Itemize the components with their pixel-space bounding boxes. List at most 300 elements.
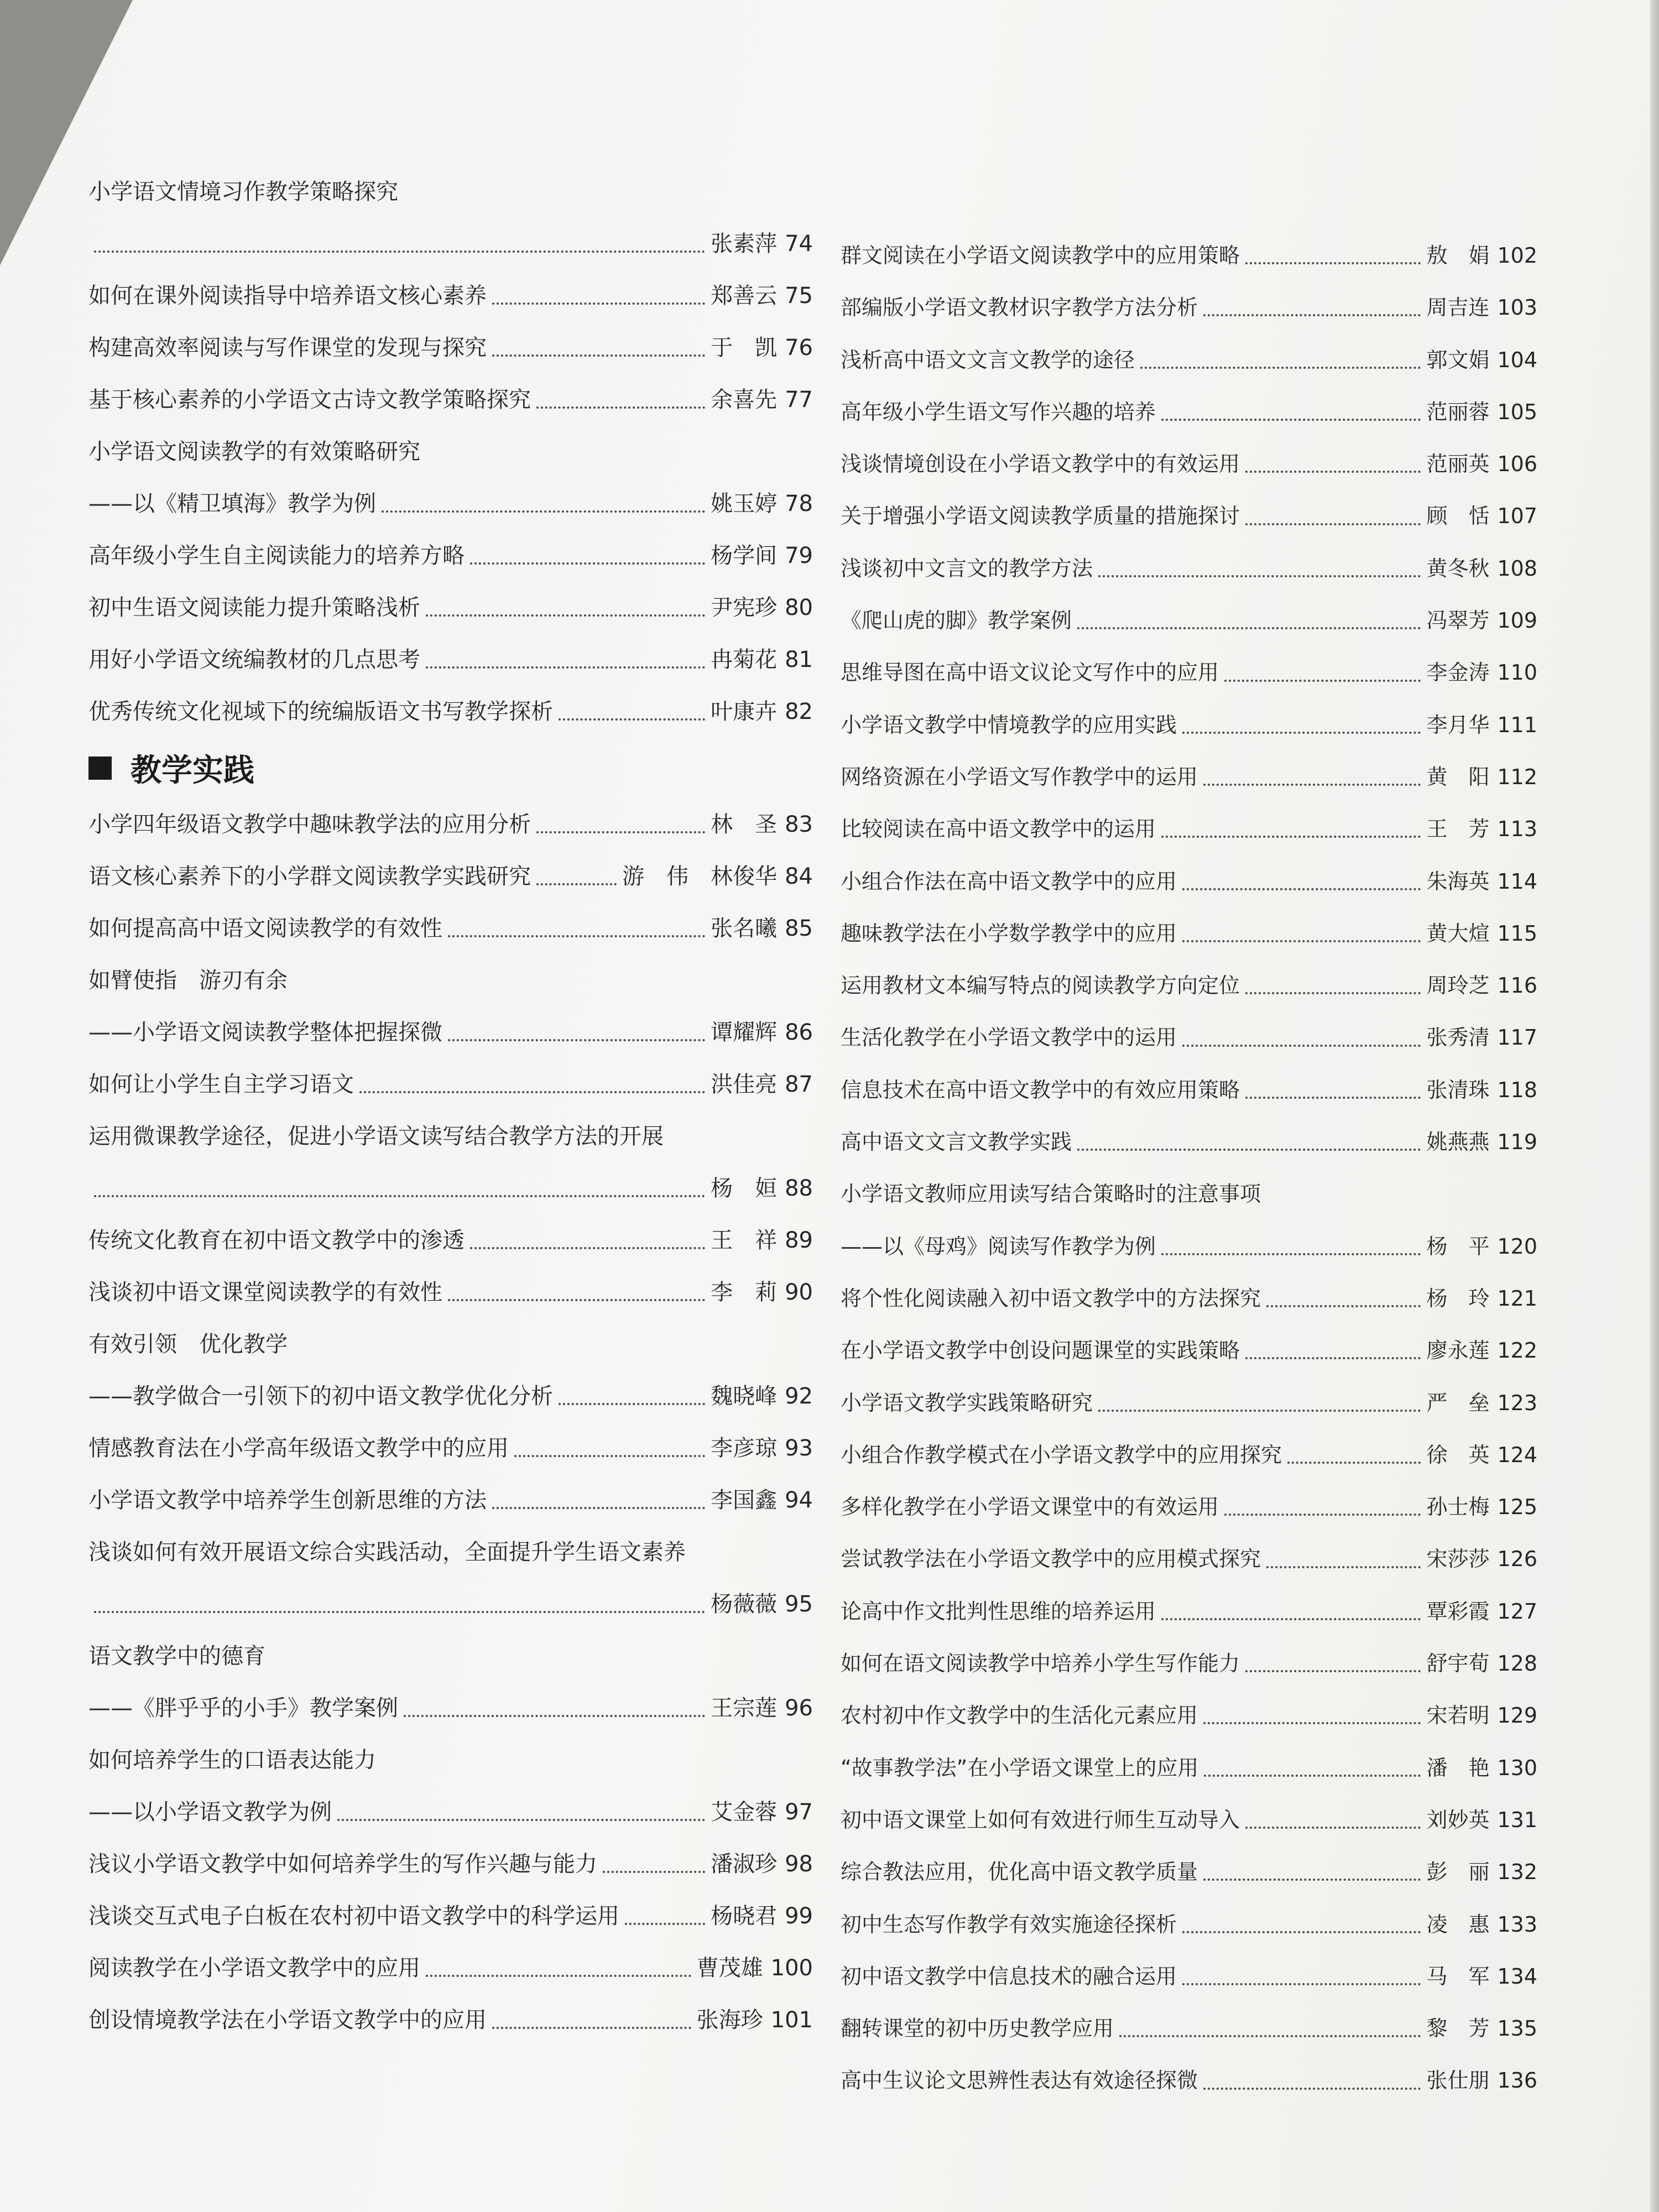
toc-entry-author: 敖 娟	[1426, 243, 1490, 268]
toc-entry	[841, 2002, 1537, 2054]
toc-entry-author: 姚燕燕	[1426, 1130, 1490, 1155]
toc-entry-author: 张仕朋	[1426, 2068, 1490, 2093]
toc-entry-title: 小学语文情境习作教学策略探究	[88, 179, 398, 205]
toc-entry-author: 范丽英	[1426, 452, 1490, 477]
toc-entry-page: 131	[1497, 1807, 1537, 1832]
toc-entry-page: 127	[1497, 1599, 1537, 1624]
toc-entry	[841, 1324, 1537, 1376]
toc-entry-title: 农村初中作文教学中的生活化元素应用	[841, 1703, 1198, 1728]
toc-entry-page: 89	[785, 1228, 813, 1253]
toc-entry-page: 135	[1497, 2016, 1537, 2041]
toc-entry	[88, 218, 813, 270]
toc-entry-author: 孙士梅	[1426, 1495, 1490, 1520]
toc-entry-title: 高中语文文言文教学实践	[841, 1130, 1072, 1155]
toc-dot-leader	[1161, 419, 1421, 421]
toc-entry-page: 123	[1497, 1390, 1537, 1415]
toc-dot-leader	[1287, 1462, 1421, 1464]
toc-dot-leader	[1077, 1149, 1421, 1151]
toc-entry	[841, 1898, 1537, 1950]
toc-entry-page: 80	[785, 595, 813, 620]
toc-entry-page: 90	[785, 1280, 813, 1305]
toc-entry-page: 78	[785, 491, 813, 517]
toc-dot-leader	[426, 1975, 691, 1977]
toc-dot-leader	[1224, 1514, 1421, 1516]
toc-dot-leader	[1119, 2035, 1421, 2037]
toc-dot-leader	[603, 1871, 705, 1873]
toc-entry-author: 王宗莲	[711, 1695, 778, 1721]
toc-entry-title: 信息技术在高中语文教学中的有效应用策略	[841, 1077, 1240, 1102]
toc-entry-title: 综合教法应用，优化高中语文教学质量	[841, 1860, 1198, 1885]
toc-entry-author: 张素萍	[711, 231, 778, 257]
toc-entry-author: 李金涛	[1426, 660, 1490, 685]
toc-entry-page: 107	[1497, 504, 1537, 529]
toc-entry-page: 96	[785, 1695, 813, 1721]
toc-entry	[88, 270, 813, 322]
toc-entry-title: 如何在语文阅读教学中培养小学生写作能力	[841, 1651, 1240, 1676]
toc-dot-leader	[426, 614, 705, 617]
toc-entry-page: 84	[785, 864, 813, 889]
toc-entry-page: 74	[785, 231, 813, 257]
toc-right-list	[841, 229, 1537, 2107]
toc-dot-leader	[1182, 1931, 1421, 1933]
toc-entry-page: 128	[1497, 1651, 1537, 1676]
toc-entry	[841, 2054, 1537, 2106]
toc-entry-page: 129	[1497, 1703, 1537, 1728]
toc-dot-leader	[448, 935, 705, 937]
toc-entry-page: 130	[1497, 1755, 1537, 1780]
toc-entry	[841, 1168, 1537, 1220]
toc-entry-page: 106	[1497, 452, 1537, 477]
toc-entry-page: 105	[1497, 399, 1537, 424]
toc-entry-title: 初中语文课堂上如何有效进行师生互动导入	[841, 1807, 1240, 1832]
toc-dot-leader	[426, 666, 705, 669]
toc-entry-author: 潘 艳	[1426, 1755, 1490, 1780]
toc-entry-author: 杨 玲	[1426, 1286, 1490, 1311]
toc-dot-leader	[514, 1455, 705, 1457]
toc-entry-page: 79	[785, 543, 813, 568]
toc-entry	[841, 1742, 1537, 1794]
toc-entry-author: 李月华	[1426, 712, 1490, 737]
toc-entry-title: 浅谈如何有效开展语文综合实践活动，全面提升学生语文素养	[88, 1540, 686, 1565]
toc-dot-leader	[94, 251, 705, 253]
toc-entry-title: ——小学语文阅读教学整体把握探微	[88, 1020, 442, 1045]
toc-entry-title: 小学语文教学实践策略研究	[841, 1390, 1093, 1415]
toc-entry	[88, 1786, 813, 1838]
toc-entry-page: 125	[1497, 1495, 1537, 1520]
toc-entry	[841, 1585, 1537, 1637]
toc-entry	[841, 1950, 1537, 2002]
toc-entry-title: 在小学语文教学中创设问题课堂的实践策略	[841, 1338, 1240, 1363]
toc-entry-author: 于 凯	[711, 335, 778, 361]
toc-entry-page: 86	[785, 1020, 813, 1045]
toc-entry-author: 杨 平	[1426, 1234, 1490, 1259]
toc-entry-page: 100	[770, 1955, 813, 1981]
toc-dot-leader	[1204, 1775, 1421, 1777]
toc-entry-author: 张海珍	[696, 2007, 763, 2033]
section-square-icon	[88, 757, 112, 780]
toc-entry-title: 如何在课外阅读指导中培养语文核心素养	[88, 283, 487, 309]
toc-entry-page: 122	[1497, 1338, 1537, 1363]
toc-entry-author: 冯翠芳	[1426, 608, 1490, 633]
toc-entry-title: 小学语文教学中培养学生创新思维的方法	[88, 1488, 487, 1513]
toc-entry-title: 论高中作文批判性思维的培养运用	[841, 1599, 1156, 1624]
toc-entry-author: 覃彩霞	[1426, 1599, 1490, 1624]
toc-dot-leader	[492, 2027, 691, 2029]
toc-entry-author: 马 军	[1426, 1964, 1490, 1989]
toc-entry-page: 82	[785, 699, 813, 724]
toc-entry-page: 104	[1497, 347, 1537, 372]
toc-entry-title: 如何提高高中语文阅读教学的有效性	[88, 916, 442, 941]
toc-dot-leader	[492, 302, 705, 305]
toc-dot-leader	[1098, 575, 1421, 577]
toc-entry-title: ——以《精卫填海》教学为例	[88, 491, 376, 517]
toc-entry-title: 将个性化阅读融入初中语文教学中的方法探究	[841, 1286, 1261, 1311]
toc-entry-title: 构建高效率阅读与写作课堂的发现与探究	[88, 335, 487, 361]
toc-entry-author: 冉菊花	[711, 647, 778, 672]
toc-entry-page: 118	[1497, 1077, 1537, 1102]
toc-entry-title: 浅谈初中文言文的教学方法	[841, 556, 1093, 581]
toc-entry-page: 92	[785, 1384, 813, 1409]
toc-entry-title: ——教学做合一引领下的初中语文教学优化分析	[88, 1384, 553, 1409]
toc-entry	[88, 954, 813, 1006]
toc-entry	[88, 1734, 813, 1786]
toc-entry-page: 98	[785, 1851, 813, 1877]
toc-entry	[841, 438, 1537, 490]
toc-entry	[88, 1682, 813, 1734]
toc-entry	[841, 1689, 1537, 1741]
toc-entry-title: 网络资源在小学语文写作教学中的运用	[841, 764, 1198, 789]
toc-entry-title: 趣味教学法在小学数学教学中的应用	[841, 921, 1177, 946]
toc-entry-title: 小组合作教学模式在小学语文教学中的应用探究	[841, 1442, 1282, 1467]
toc-entry-title: 运用教材文本编写特点的阅读教学方向定位	[841, 973, 1240, 998]
toc-entry	[841, 1637, 1537, 1689]
toc-entry-title: 小组合作法在高中语文教学中的应用	[841, 869, 1177, 894]
toc-entry	[88, 166, 813, 218]
toc-entry-title: 小学四年级语文教学中趣味教学法的应用分析	[88, 812, 531, 837]
toc-dot-leader	[625, 1923, 705, 1925]
toc-entry	[841, 646, 1537, 698]
toc-left-column	[88, 166, 813, 2046]
toc-entry-author: 尹宪珍	[711, 595, 778, 620]
toc-entry-title: 浅谈交互式电子白板在农村初中语文教学中的科学运用	[88, 1903, 619, 1929]
toc-entry-page: 103	[1497, 295, 1537, 320]
toc-dot-leader	[559, 1403, 705, 1405]
toc-entry-page: 94	[785, 1488, 813, 1513]
toc-dot-leader	[1161, 1618, 1421, 1620]
toc-dot-leader	[359, 1091, 705, 1093]
toc-entry-title: 传统文化教育在初中语文教学中的渗透	[88, 1228, 465, 1253]
toc-dot-leader	[536, 831, 705, 833]
toc-entry-page: 88	[785, 1176, 813, 1201]
toc-entry-title: 尝试教学法在小学语文教学中的应用模式探究	[841, 1547, 1261, 1572]
toc-entry-title: 优秀传统文化视域下的统编版语文书写教学探析	[88, 699, 553, 724]
toc-entry	[88, 322, 813, 374]
toc-entry-title: 思维导图在高中语文议论文写作中的应用	[841, 660, 1219, 685]
toc-dot-leader	[1098, 1410, 1421, 1412]
toc-entry-title: 部编版小学语文教材识字教学方法分析	[841, 295, 1198, 320]
toc-entry-title: 群文阅读在小学语文阅读教学中的应用策略	[841, 243, 1240, 268]
toc-entry-author: 杨 姮	[711, 1176, 778, 1201]
toc-entry-author: 叶康卉	[711, 699, 778, 724]
section-title: 教学实践	[131, 753, 254, 789]
toc-entry	[841, 1116, 1537, 1168]
toc-dot-leader	[1203, 314, 1421, 316]
toc-entry-page: 117	[1497, 1025, 1537, 1050]
toc-entry-author: 黄大煊	[1426, 921, 1490, 946]
toc-entry-title: 如何让小学生自主学习语文	[88, 1072, 354, 1097]
toc-entry-author: 宋莎莎	[1426, 1547, 1490, 1572]
toc-entry-page: 132	[1497, 1860, 1537, 1885]
toc-left-top-list	[88, 166, 813, 738]
toc-entry	[88, 582, 813, 634]
toc-entry-page: 121	[1497, 1286, 1537, 1311]
toc-dot-leader	[492, 1507, 705, 1509]
toc-entry-title: 小学语文阅读教学的有效策略研究	[88, 439, 420, 465]
toc-entry	[841, 1846, 1537, 1898]
toc-dot-leader	[1161, 836, 1421, 838]
toc-entry-page: 97	[785, 1799, 813, 1825]
toc-entry	[88, 1630, 813, 1682]
toc-entry-page: 115	[1497, 921, 1537, 946]
toc-entry-author: 周玲芝	[1426, 973, 1490, 998]
toc-entry-author: 王 祥	[711, 1228, 778, 1253]
toc-dot-leader	[1245, 1670, 1421, 1672]
toc-entry-author: 李国鑫	[711, 1488, 778, 1513]
toc-dot-leader	[337, 1819, 705, 1821]
toc-entry-title: “故事教学法”在小学语文课堂上的应用	[841, 1755, 1199, 1780]
toc-entry-title: 运用微课教学途径，促进小学语文读写结合教学方法的开展	[88, 1124, 664, 1149]
toc-entry-title: 有效引领 优化教学	[88, 1332, 288, 1357]
toc-entry	[841, 281, 1537, 333]
toc-entry-title: 浅谈情境创设在小学语文教学中的有效运用	[841, 452, 1240, 477]
page-edge	[1650, 0, 1659, 2212]
toc-entry	[841, 542, 1537, 594]
toc-entry	[88, 530, 813, 582]
toc-entry-page: 133	[1497, 1912, 1537, 1937]
toc-entry-author: 郭文娟	[1426, 347, 1490, 372]
toc-entry-author: 彭 丽	[1426, 1860, 1490, 1885]
toc-entry-title: 语文教学中的德育	[88, 1644, 265, 1669]
toc-dot-leader	[1182, 940, 1421, 942]
toc-entry-title: 多样化教学在小学语文课堂中的有效运用	[841, 1495, 1219, 1520]
toc-entry-page: 108	[1497, 556, 1537, 581]
toc-entry-author: 艾金蓉	[711, 1799, 778, 1825]
toc-entry	[88, 478, 813, 530]
toc-dot-leader	[382, 510, 705, 513]
toc-entry-author: 杨晓君	[711, 1903, 778, 1929]
toc-entry-page: 76	[785, 335, 813, 361]
toc-entry-page: 114	[1497, 869, 1537, 894]
toc-entry-author: 游 伟 林俊华	[622, 864, 778, 889]
toc-entry-title: ——以小学语文教学为例	[88, 1799, 332, 1825]
toc-entry-title: ——《胖乎乎的小手》教学案例	[88, 1695, 398, 1721]
toc-entry-title: 初中生态写作教学有效实施途径探析	[841, 1912, 1177, 1937]
toc-entry-page: 85	[785, 916, 813, 941]
toc-entry-title: 高年级小学生语文写作兴趣的培养	[841, 399, 1156, 424]
toc-entry-author: 潘淑珍	[711, 1851, 778, 1877]
toc-entry-page: 77	[785, 387, 813, 413]
toc-entry-title: 阅读教学在小学语文教学中的应用	[88, 1955, 420, 1981]
toc-dot-leader	[1203, 1722, 1421, 1724]
toc-entry	[841, 1011, 1537, 1063]
toc-entry-page: 102	[1497, 243, 1537, 268]
toc-entry-author: 徐 英	[1426, 1442, 1490, 1467]
toc-entry-page: 113	[1497, 817, 1537, 842]
toc-entry-author: 林 圣	[711, 812, 778, 837]
toc-entry-author: 余喜先	[711, 387, 778, 413]
toc-entry-title: 语文核心素养下的小学群文阅读教学实践研究	[88, 864, 531, 889]
toc-dot-leader	[1203, 2088, 1421, 2090]
toc-entry	[841, 1429, 1537, 1481]
toc-dot-leader	[470, 562, 705, 565]
toc-entry	[841, 594, 1537, 646]
toc-entry-page: 81	[785, 647, 813, 672]
toc-entry-author: 顾 恬	[1426, 504, 1490, 529]
toc-entry-title: 情感教育法在小学高年级语文教学中的应用	[88, 1436, 509, 1461]
toc-entry	[841, 1533, 1537, 1585]
toc-entry-author: 凌 惠	[1426, 1912, 1490, 1937]
toc-entry-author: 刘妙英	[1426, 1807, 1490, 1832]
toc-dot-leader	[1245, 992, 1421, 994]
toc-entry-author: 洪佳亮	[711, 1072, 778, 1097]
toc-entry-author: 黎 芳	[1426, 2016, 1490, 2041]
toc-dot-leader	[1224, 680, 1421, 682]
toc-entry	[88, 902, 813, 954]
toc-entry-page: 75	[785, 283, 813, 309]
toc-entry	[88, 1994, 813, 2046]
toc-entry	[88, 851, 813, 902]
toc-entry-author: 魏晓峰	[711, 1384, 778, 1409]
toc-entry	[841, 959, 1537, 1011]
toc-entry	[841, 1794, 1537, 1846]
toc-entry-page: 109	[1497, 608, 1537, 633]
toc-dot-leader	[1140, 367, 1421, 369]
toc-entry-author: 张名曦	[711, 916, 778, 941]
toc-entry	[88, 426, 813, 478]
toc-entry	[88, 1474, 813, 1526]
toc-entry	[841, 1220, 1537, 1272]
toc-dot-leader	[1245, 262, 1421, 264]
toc-dot-leader	[1182, 1045, 1421, 1047]
toc-dot-leader	[94, 1611, 705, 1613]
toc-entry	[88, 1006, 813, 1058]
toc-entry	[841, 334, 1537, 386]
toc-entry-page: 116	[1497, 973, 1537, 998]
toc-entry-author: 范丽蓉	[1426, 399, 1490, 424]
toc-entry-title: 如臂使指 游刃有余	[88, 968, 288, 993]
toc-entry-page: 112	[1497, 764, 1537, 789]
toc-left-bottom-list	[88, 799, 813, 2046]
toc-entry	[88, 1370, 813, 1422]
toc-dot-leader	[536, 883, 617, 885]
toc-entry-author: 杨学间	[711, 543, 778, 568]
toc-dot-leader	[1182, 732, 1421, 734]
toc-entry	[841, 1481, 1537, 1533]
toc-entry-title: 翻转课堂的初中历史教学应用	[841, 2016, 1114, 2041]
toc-dot-leader	[1161, 1253, 1421, 1255]
toc-entry-author: 朱海英	[1426, 869, 1490, 894]
toc-entry	[841, 751, 1537, 803]
toc-dot-leader	[1182, 888, 1421, 890]
toc-entry-page: 126	[1497, 1547, 1537, 1572]
toc-entry-title: 小学语文教师应用读写结合策略时的注意事项	[841, 1182, 1261, 1207]
toc-dot-leader	[404, 1715, 705, 1717]
toc-dot-leader	[1182, 1983, 1421, 1985]
toc-entry	[88, 1058, 813, 1110]
toc-entry	[841, 490, 1537, 542]
toc-entry-page: 83	[785, 812, 813, 837]
toc-entry-author: 曹茂雄	[696, 1955, 763, 1981]
toc-entry-title: 《爬山虎的脚》教学案例	[841, 608, 1072, 633]
toc-dot-leader	[94, 1195, 705, 1197]
toc-entry-author: 周吉连	[1426, 295, 1490, 320]
toc-entry	[841, 907, 1537, 959]
toc-entry-page: 101	[770, 2007, 813, 2033]
toc-entry	[88, 1110, 813, 1162]
toc-entry-author: 李 莉	[711, 1280, 778, 1305]
toc-dot-leader	[1203, 784, 1421, 786]
toc-entry	[841, 855, 1537, 907]
toc-dot-leader	[536, 406, 705, 409]
toc-entry	[841, 1377, 1537, 1429]
toc-entry-title: 比较阅读在高中语文教学中的运用	[841, 817, 1156, 842]
toc-entry-page: 111	[1497, 712, 1537, 737]
toc-entry	[88, 1162, 813, 1214]
toc-entry-author: 张清珠	[1426, 1077, 1490, 1102]
toc-entry-page: 95	[785, 1592, 813, 1617]
toc-entry-title: 浅析高中语文文言文教学的途径	[841, 347, 1135, 372]
toc-entry-title: 基于核心素养的小学语文古诗文教学策略探究	[88, 387, 531, 413]
toc-entry-title: 关于增强小学语文阅读教学质量的措施探讨	[841, 504, 1240, 529]
toc-entry	[88, 1526, 813, 1578]
toc-entry-page: 110	[1497, 660, 1537, 685]
toc-dot-leader	[1245, 471, 1421, 473]
toc-entry-author: 王 芳	[1426, 817, 1490, 842]
toc-dot-leader	[1245, 1357, 1421, 1359]
toc-entry	[88, 1942, 813, 1994]
toc-entry-author: 杨薇薇	[711, 1592, 778, 1617]
toc-entry	[841, 699, 1537, 751]
toc-entry-title: 初中语文教学中信息技术的融合运用	[841, 1964, 1177, 1989]
toc-entry	[841, 803, 1537, 855]
toc-entry	[88, 799, 813, 851]
toc-entry	[88, 1214, 813, 1266]
toc-entry-author: 宋若明	[1426, 1703, 1490, 1728]
toc-entry-page: 99	[785, 1903, 813, 1929]
toc-entry-author: 张秀清	[1426, 1025, 1490, 1050]
toc-entry-author: 郑善云	[711, 283, 778, 309]
toc-entry-author: 姚玉婷	[711, 491, 778, 517]
toc-entry	[841, 1064, 1537, 1116]
toc-dot-leader	[1266, 1566, 1421, 1568]
toc-dot-leader	[448, 1299, 705, 1301]
toc-entry	[88, 1422, 813, 1474]
toc-entry	[841, 229, 1537, 281]
toc-right-column	[841, 229, 1537, 2107]
toc-entry-title: 浅议小学语文教学中如何培养学生的写作兴趣与能力	[88, 1851, 597, 1877]
toc-entry-title: 小学语文教学中情境教学的应用实践	[841, 712, 1177, 737]
toc-dot-leader	[1077, 627, 1421, 629]
toc-entry	[88, 1838, 813, 1890]
toc-dot-leader	[448, 1039, 705, 1041]
toc-entry-author: 廖永莲	[1426, 1338, 1490, 1363]
toc-entry-title: 用好小学语文统编教材的几点思考	[88, 647, 420, 672]
toc-dot-leader	[1245, 1097, 1421, 1099]
toc-entry-page: 136	[1497, 2068, 1537, 2093]
toc-entry-page: 134	[1497, 1964, 1537, 1989]
toc-entry	[841, 1272, 1537, 1324]
toc-entry-title: ——以《母鸡》阅读写作教学为例	[841, 1234, 1156, 1259]
